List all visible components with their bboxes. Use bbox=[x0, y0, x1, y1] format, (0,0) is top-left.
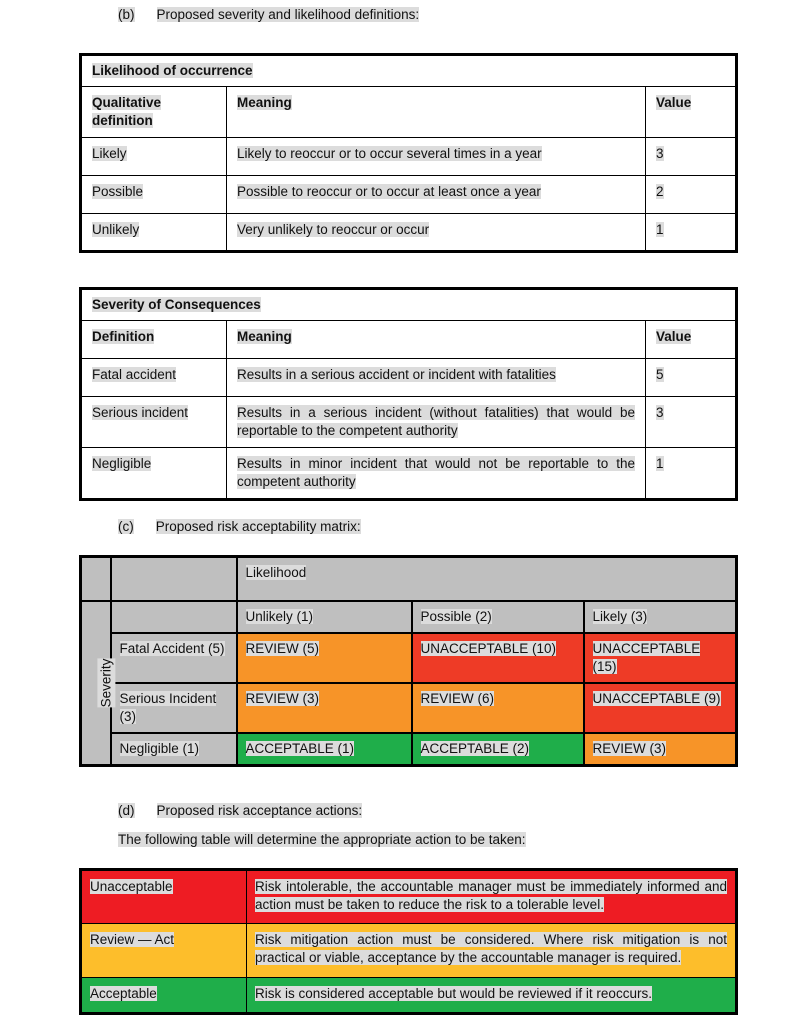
section-d-intro: The following table will determine the appropriate action to be taken: bbox=[118, 832, 526, 847]
section-c-label: (c) bbox=[118, 519, 134, 534]
likelihood-meaning: Likely to reoccur or to occur several times in a year bbox=[237, 146, 542, 161]
severity-header-definition: Definition bbox=[81, 321, 227, 359]
likelihood-table bbox=[79, 53, 738, 253]
likelihood-definition: Possible bbox=[92, 184, 144, 199]
section-b-label: (b) bbox=[118, 7, 135, 22]
matrix-row-label: Fatal Accident (5) bbox=[111, 633, 237, 683]
matrix-cell-review: REVIEW (3) bbox=[237, 683, 412, 733]
likelihood-value: 1 bbox=[656, 222, 664, 237]
risk-actions-table bbox=[79, 868, 738, 1015]
matrix-cell-unacceptable: UNACCEPTABLE (15) bbox=[584, 633, 737, 683]
severity-meaning: Results in a serious accident or incident with fatalities bbox=[237, 367, 556, 382]
severity-definition: Negligible bbox=[92, 456, 152, 471]
matrix-column-header: Unlikely (1) bbox=[237, 601, 412, 633]
matrix-cell-acceptable: ACCEPTABLE (1) bbox=[237, 733, 412, 766]
likelihood-header-value: Value bbox=[646, 87, 737, 138]
action-level: Unacceptable bbox=[81, 870, 247, 924]
matrix-cell-unacceptable: UNACCEPTABLE (10) bbox=[412, 633, 584, 683]
matrix-severity-label: Severity bbox=[81, 601, 111, 766]
severity-meaning: Results in a serious incident (without fatalities) that would be reportable to the competent authority bbox=[237, 405, 635, 438]
matrix-row bbox=[81, 733, 737, 766]
severity-table-title: Severity of Consequences bbox=[81, 289, 737, 321]
matrix-row bbox=[81, 633, 737, 683]
section-b-title: Proposed severity and likelihood definitions: bbox=[156, 7, 420, 22]
action-level: Review — Act bbox=[81, 924, 247, 978]
action-description: Risk intolerable, the accountable manager must be immediately informed and action must be taken to reduce the risk to a tolerable level. bbox=[247, 870, 737, 924]
matrix-cell-review: REVIEW (3) bbox=[584, 733, 737, 766]
severity-value: 3 bbox=[656, 405, 664, 420]
table-row bbox=[81, 978, 737, 1014]
table-row bbox=[81, 870, 737, 924]
action-description: Risk mitigation action must be considered. Where risk mitigation is not practical or viable, acceptance by the accountable manager is required. bbox=[247, 924, 737, 978]
likelihood-meaning: Very unlikely to reoccur or occur bbox=[237, 222, 430, 237]
severity-meaning: Results in minor incident that would not be reportable to the competent authority bbox=[237, 456, 635, 489]
action-level: Acceptable bbox=[81, 978, 247, 1014]
matrix-row bbox=[81, 683, 737, 733]
table-row bbox=[81, 359, 737, 397]
matrix-cell-review: REVIEW (5) bbox=[237, 633, 412, 683]
section-c-heading bbox=[118, 519, 361, 534]
matrix-corner bbox=[111, 601, 237, 633]
likelihood-value: 3 bbox=[656, 146, 664, 161]
likelihood-table-title: Likelihood of occurrence bbox=[81, 55, 737, 87]
matrix-column-header: Possible (2) bbox=[412, 601, 584, 633]
likelihood-definition: Likely bbox=[92, 146, 127, 161]
matrix-corner bbox=[111, 557, 237, 601]
matrix-corner bbox=[81, 557, 111, 601]
matrix-row-label: Negligible (1) bbox=[111, 733, 237, 766]
section-d-heading bbox=[118, 803, 362, 818]
likelihood-meaning: Possible to reoccur or to occur at least once a year bbox=[237, 184, 541, 199]
matrix-column-header: Likely (3) bbox=[584, 601, 737, 633]
severity-header-value: Value bbox=[646, 321, 737, 359]
table-row bbox=[81, 448, 737, 500]
section-c-title: Proposed risk acceptability matrix: bbox=[155, 519, 361, 534]
section-d-title: Proposed risk acceptance actions: bbox=[156, 803, 363, 818]
section-b-heading bbox=[118, 7, 419, 22]
matrix-likelihood-label: Likelihood bbox=[237, 557, 737, 601]
likelihood-definition: Unlikely bbox=[92, 222, 140, 237]
severity-definition: Serious incident bbox=[92, 405, 189, 420]
table-row bbox=[81, 397, 737, 448]
matrix-cell-review: REVIEW (6) bbox=[412, 683, 584, 733]
risk-matrix bbox=[79, 555, 738, 767]
severity-header-meaning: Meaning bbox=[227, 321, 646, 359]
severity-table bbox=[79, 287, 738, 501]
severity-value: 1 bbox=[656, 456, 664, 471]
table-row bbox=[81, 924, 737, 978]
severity-definition: Fatal accident bbox=[92, 367, 177, 382]
table-row bbox=[81, 138, 737, 176]
matrix-cell-unacceptable: UNACCEPTABLE (9) bbox=[584, 683, 737, 733]
severity-value: 5 bbox=[656, 367, 664, 382]
matrix-cell-acceptable: ACCEPTABLE (2) bbox=[412, 733, 584, 766]
section-d-label: (d) bbox=[118, 803, 135, 818]
likelihood-header-definition: Qualitative definition bbox=[81, 87, 227, 138]
action-description: Risk is considered acceptable but would be reviewed if it reoccurs. bbox=[247, 978, 737, 1014]
table-row bbox=[81, 176, 737, 214]
matrix-row-label: Serious Incident (3) bbox=[111, 683, 237, 733]
likelihood-value: 2 bbox=[656, 184, 664, 199]
table-row bbox=[81, 214, 737, 252]
likelihood-header-meaning: Meaning bbox=[227, 87, 646, 138]
